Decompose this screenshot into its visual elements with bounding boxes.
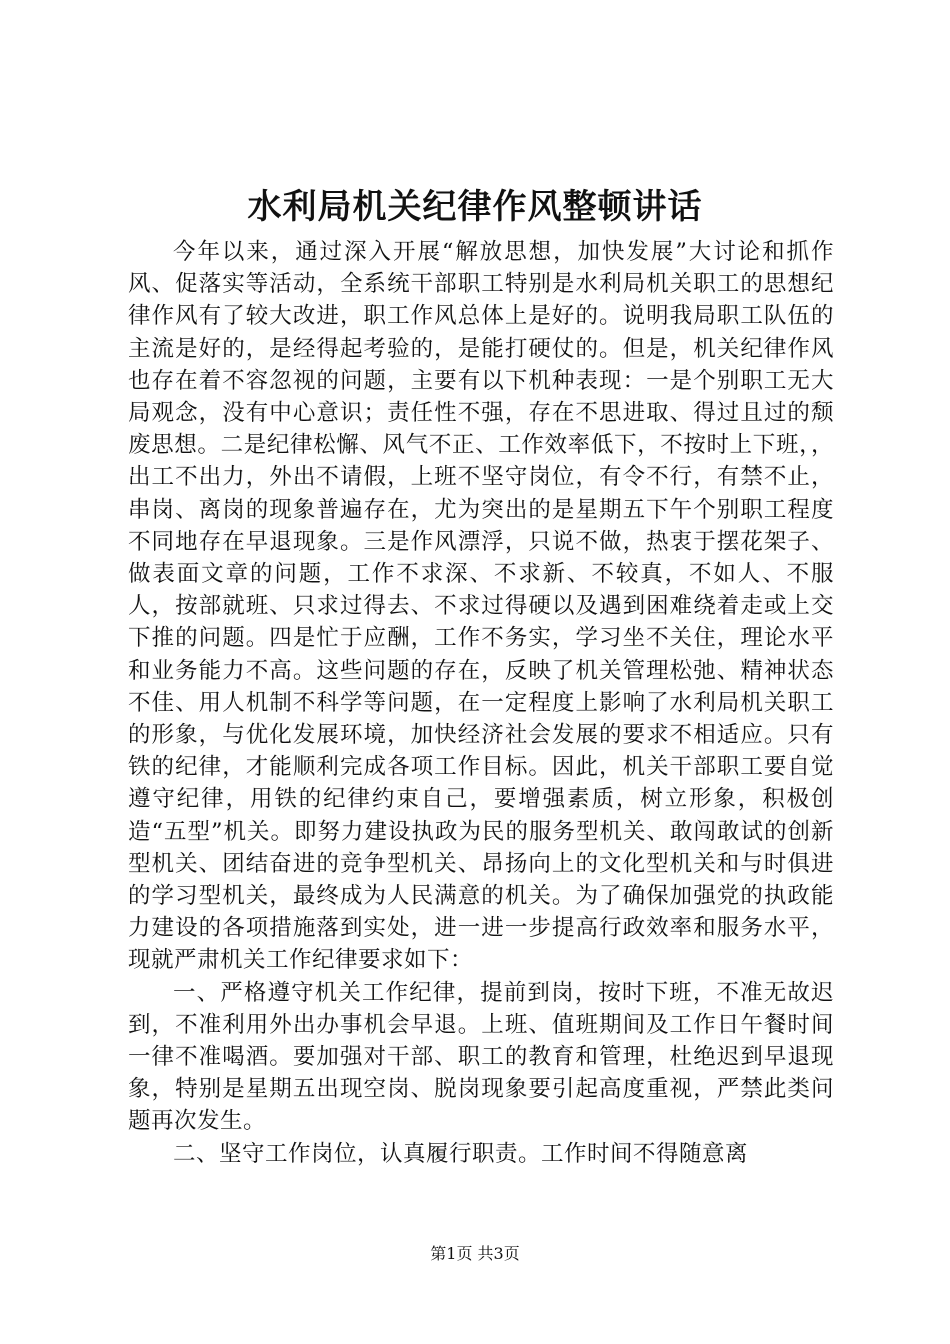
page-footer: 第1页 共3页 — [430, 1244, 520, 1263]
paragraph-rule-1: 一、严格遵守机关工作纪律，提前到岗，按时下班，不准无故迟到，不准利用外出办事机会早退。上班、值班期间及工作日午餐时间一律不准喝酒。要加强对干部、职工的教育和管理，杜绝迟到早退现象，特别是星期五出现空岗、脱岗现象要引起高度重视，严禁此类问题再次发生。 — [128, 979, 834, 1135]
document-body — [128, 236, 834, 1170]
paragraph-intro: 今年以来，通过深入开展“解放思想，加快发展”大讨论和抓作风、促落实等活动，全系统干部职工特别是水利局机关职工的思想纪律作风有了较大改进，职工作风总体上是好的。说明我局职工队伍的主流是好的，是经得起考验的，是能打硬仗的。但是，机关纪律作风也存在着不容忽视的问题，主要有以下机种表现：一是个别职工无大局观念，没有中心意识；责任性不强，存在不思进取、得过且过的颓废思想。二是纪律松懈、风气不正、工作效率低下，不按时上下班，，出工不出力，外出不请假，上班不坚守岗位，有令不行，有禁不止，串岗、离岗的现象普遍存在，尤为突出的是星期五下午个别职工程度不同地存在早退现象。三是作风漂浮，只说不做，热衷于摆花架子、做表面文章的问题，工作不求深、不求新、不较真，不如人、不服人，按部就班、只求过得去、不求过得硬以及遇到困难绕着走或上交下推的问题。四是忙于应酬，工作不务实，学习坐不关住，理论水平和业务能力不高。这些问题的存在，反映了机关管理松弛、精神状态不佳、用人机制不科学等问题，在一定程度上影响了水利局机关职工的形象，与优化发展环境，加快经济社会发展的要求不相适应。只有铁的纪律，才能顺利完成各项工作目标。因此，机关干部职工要自觉遵守纪律，用铁的纪律约束自己，要增强素质，树立形象，积极创造“五型”机关。即努力建设执政为民的服务型机关、敢闯敢试的创新型机关、团结奋进的竞争型机关、昂扬向上的文化型机关和与时俱进的学习型机关，最终成为人民满意的机关。为了确保加强党的执政能力建设的各项措施落到实处，进一进一步提高行政效率和服务水平，现就严肃机关工作纪律要求如下： — [128, 239, 834, 974]
paragraph-rule-2: 二、坚守工作岗位，认真履行职责。工作时间不得随意离 — [173, 1140, 749, 1167]
document-title: 水利局机关纪律作风整顿讲话 — [247, 187, 703, 227]
